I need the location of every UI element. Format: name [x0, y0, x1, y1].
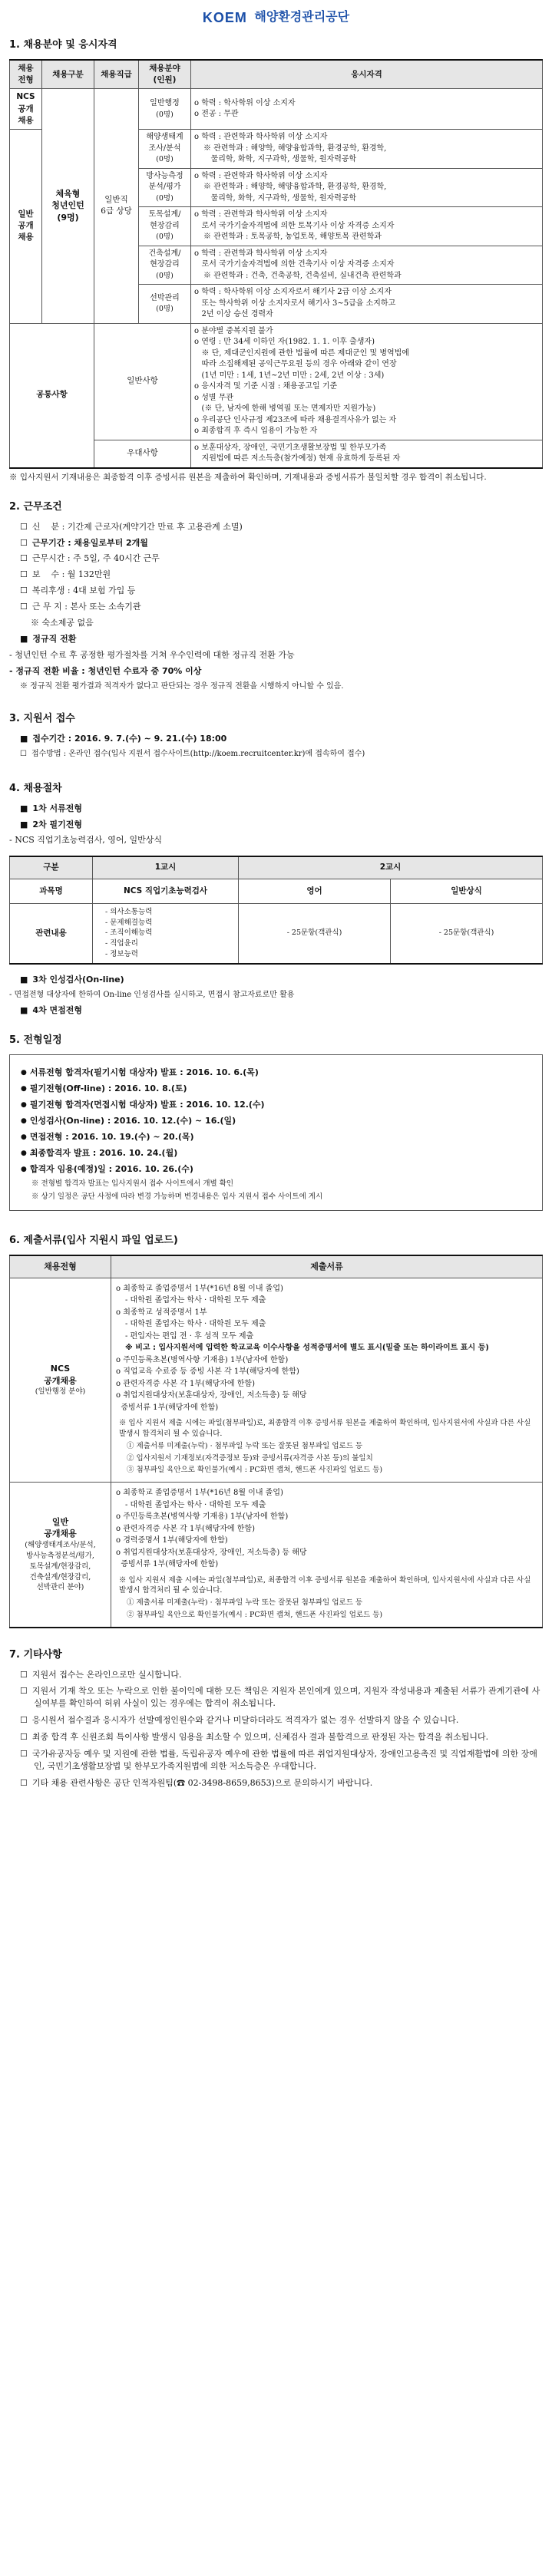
- section1-footnote: ※ 입사지원서 기재내용은 최종합격 이후 증빙서류 원본을 제출하여 확인하며, 기재내용과 증빙서류가 불일치할 경우 합격이 취소됩니다.: [9, 472, 487, 482]
- field-name: 건축설계/ 현장감리: [148, 249, 181, 269]
- type-ncs: NCS 공개 채용: [10, 89, 42, 130]
- field-cell: [139, 246, 191, 285]
- category-youth-intern: 체육형 청년인턴 (9명): [42, 89, 94, 323]
- step-document-screening: ■ 1차 서류전형: [20, 803, 543, 815]
- table-header-row: [10, 856, 543, 879]
- condition-pay: ☐ 보 수 : 월 132만원: [20, 569, 543, 581]
- req-line: o 분야별 중복지원 불가: [194, 326, 273, 335]
- condition-workplace: ☐ 근 무 지 : 본사 또는 소속기관: [20, 601, 543, 613]
- field-name: 일반행정: [150, 99, 180, 108]
- req-line: 물리학, 화학, 지구과학, 생물학, 원자력공학: [203, 193, 357, 203]
- documents-table: [9, 1255, 543, 1628]
- general-title: 일반 공개채용: [44, 1516, 77, 1539]
- schedule-box: [9, 1054, 543, 1211]
- section-title-schedule: 5. 전형일정: [9, 1034, 62, 1047]
- req-line: (1년 미만 : 1세, 1년~2년 미만 : 2세, 2년 이상 : 3세): [194, 371, 385, 380]
- field-cell: [139, 89, 191, 130]
- etc-list: [9, 1669, 543, 1790]
- doc-note: ① 제출서류 미제출(누락) · 첨부파일 누락 또는 잘못된 첨부파일 업로드 등: [127, 1598, 363, 1608]
- docs-ncs-category: [10, 1278, 111, 1482]
- conversion-note: ※ 정규직 전환 평가결과 적격자가 없다고 판단되는 경우 정규직 전환을 시행하지 아니할 수 있음.: [20, 681, 344, 691]
- conversion-ratio: - 정규직 전환 비율 : 청년인턴 수료자 중 70% 이상: [9, 666, 202, 677]
- exam-subject-english: 영어: [239, 879, 391, 903]
- col-category: 채용구분: [42, 60, 94, 89]
- req-line: 로서 국가기술자격법에 의한 토목기사 이상 자격증 소지자: [194, 221, 395, 230]
- docs-general-category: [10, 1483, 111, 1628]
- doc-note: ① 제출서류 미제출(누락) · 첨부파일 누락 또는 잘못된 첨부파일 업로드 등: [127, 1441, 363, 1450]
- table-header-row: [10, 1255, 543, 1278]
- requirements-cell: [191, 89, 543, 130]
- schedule-item: ● 합격자 임용(예정)일 : 2016. 10. 26.(수): [21, 1163, 531, 1176]
- col-grade: 채용직급: [94, 60, 139, 89]
- req-line: 지원법에 따른 저소득층(참가예정) 현재 유효하게 등록된 자: [194, 454, 401, 463]
- docs-col-type: 채용전형: [10, 1255, 111, 1278]
- doc-line: - 대학원 졸업자는 학사 · 대학원 모두 제출: [125, 1500, 266, 1509]
- req-line: o 학력 : 학사학위 이상 소지자로서 해기사 2급 이상 소지자: [194, 288, 392, 297]
- etc-item: ☐ 지원서 기재 착오 또는 누락으로 인한 불이익에 대한 모든 책임은 지원자 본인에게 있으며, 지원자 작성내용과 제출된 서류가 관계기관에 사실여부를 확인하여 허위 사실이 있는 경우에는 합격이 취소됩니다.: [20, 1685, 543, 1710]
- field-cell: [139, 207, 191, 246]
- header: [9, 5, 543, 35]
- table-header-row: [10, 60, 543, 89]
- section-title-recruitment-fields: 1. 채용분야 및 응시자격: [9, 39, 117, 51]
- doc-line: o 취업지원대상자(보훈대상자, 장애인, 저소득층) 등 해당: [116, 1391, 307, 1400]
- col-field: 채용분야 (인원): [139, 60, 191, 89]
- etc-item: ☐ 지원서 접수는 온라인으로만 실시합니다.: [20, 1669, 543, 1681]
- field-cell: [139, 130, 191, 169]
- req-line: o 응시자격 및 기준 시점 : 채용공고일 기준: [194, 382, 338, 391]
- conversion-desc: - 청년인턴 수료 후 공정한 평가절차를 거쳐 우수인력에 대한 정규직 전환 가능: [9, 650, 295, 661]
- housing-note: ※ 숙소제공 없음: [31, 618, 94, 628]
- exam-col-period1: 1교시: [93, 856, 239, 879]
- exam-general-detail: - 25문항(객관식): [391, 903, 543, 963]
- field-count: (0명): [156, 305, 174, 314]
- doc-note: ② 첨부파일 육안으로 확인불가(예시 : PC화면 캡쳐, 핸드폰 사진파일 업로드 등): [127, 1610, 383, 1619]
- doc-line: - 대학원 졸업자는 학사 · 대학원 모두 제출: [125, 1296, 266, 1305]
- doc-line: o 관련자격증 사본 각 1부(해당자에 한함): [116, 1524, 255, 1533]
- exam-ncs-items: [93, 903, 239, 963]
- step-personality-test: ■ 3차 인성검사(On-line): [20, 974, 543, 986]
- req-line: ※ 관련학과 : 건축, 건축공학, 건축설비, 실내건축 관련학과: [203, 271, 402, 280]
- doc-line: ※ 비고 : 입사지원서에 입력한 학교교육 이수사항을 성적증명서에 별도 표시(밑줄 또는 하이라이트 표시 등): [125, 1344, 489, 1353]
- doc-line: o 최종학교 졸업증명서 1부(*16년 8월 이내 졸업): [116, 1284, 283, 1293]
- etc-item: ☐ 응시원서 접수결과 응시자가 선발예정인원수와 같거나 미달하더라도 적격자가 없는 경우 선발하지 않을 수 있습니다.: [20, 1714, 543, 1727]
- exam-col-type: 구분: [10, 856, 93, 879]
- schedule-item: ● 필기전형 합격자(면접시험 대상자) 발표 : 2016. 10. 12.(수): [21, 1099, 531, 1111]
- conversion-title: ■ 정규직 전환: [20, 633, 543, 645]
- doc-line: 증빙서류 1부(해당자에 한함): [116, 1403, 219, 1412]
- req-line: o 학력 : 관련학과 학사학위 이상 소지자: [194, 249, 328, 258]
- doc-line: o 취업지원대상자(보훈대상자, 장애인, 저소득층) 등 해당: [116, 1548, 307, 1557]
- field-cell: [139, 285, 191, 324]
- application-info: [9, 733, 543, 760]
- field-name: 방사능측정 분석/평가: [146, 171, 183, 192]
- exam-english-detail: - 25문항(객관식): [239, 903, 391, 963]
- col-requirements: 응시자격: [191, 60, 543, 89]
- docs-general-list: [111, 1483, 543, 1628]
- requirements-cell: [191, 285, 543, 324]
- col-type: 채용 전형: [10, 60, 42, 89]
- req-line: (※ 단, 남자에 한해 병역필 또는 면제자만 지원가능): [194, 404, 376, 414]
- ncs-title: NCS 공개채용: [44, 1363, 77, 1386]
- field-name: 해양생태계 조사/분석: [146, 133, 183, 153]
- field-count: (0명): [156, 193, 174, 203]
- doc-note: ③ 첨부파일 육안으로 확인불가(예시 : PC화면 캡쳐, 핸드폰 사진파일 업로드 등): [127, 1466, 383, 1475]
- table-row: [10, 1483, 543, 1628]
- common-preference-label: 우대사항: [94, 440, 191, 468]
- schedule-item: ● 면접전형 : 2016. 10. 19.(수) ~ 20.(목): [21, 1131, 531, 1143]
- grade: 일반직 6급 상당: [94, 89, 139, 323]
- doc-line: 증빙서류 1부(해당자에 한함): [116, 1560, 219, 1569]
- req-line: o 학력 : 관련학과 학사학위 이상 소지자: [194, 133, 328, 142]
- docs-ncs-list: [111, 1278, 543, 1482]
- req-line: 2년 이상 승선 경력자: [194, 310, 273, 319]
- section-title-documents: 6. 제출서류(입사 지원시 파일 업로드): [9, 1234, 178, 1246]
- etc-item: ☐ 국가유공자등 예우 및 지원에 관한 법률, 독립유공자 예우에 관한 법률에 따른 취업지원대상자, 장애인고용촉진 및 직업재활법에 의한 장애인, 국민기초생활보장법 및 한부모가족지원법에 의한 저소득층은 우대합니다.: [20, 1748, 543, 1773]
- section-title-procedure: 4. 채용절차: [9, 782, 62, 794]
- step-interview: ■ 4차 면접전형: [20, 1004, 543, 1017]
- ncs-item: - 정보능력: [105, 949, 138, 958]
- table-row: [10, 89, 543, 130]
- table-row: [10, 323, 543, 440]
- procedure-steps-later: [9, 974, 543, 986]
- field-count: (0명): [156, 271, 174, 280]
- schedule-note: ※ 상기 일정은 공단 사정에 따라 변경 가능하며 변경내용은 입사 지원서 접수 사이트에 게시: [31, 1192, 323, 1202]
- table-row: [10, 903, 543, 963]
- working-conditions: [9, 521, 543, 646]
- schedule-item: ● 인성검사(On-line) : 2016. 10. 12.(수) ~ 16.(일): [21, 1115, 531, 1127]
- requirements-cell: [191, 130, 543, 169]
- schedule-item: ● 서류전형 합격자(필기시험 대상자) 발표 : 2016. 10. 6.(목): [21, 1067, 531, 1079]
- recruitment-fields-table: [9, 59, 543, 469]
- doc-line: o 관련자격증 사본 각 1부(해당자에 한함): [116, 1379, 255, 1388]
- schedule-item: ● 필기전형(Off-line) : 2016. 10. 8.(토): [21, 1083, 531, 1095]
- exam-subject-label: 과목명: [10, 879, 93, 903]
- req-line: o 우리공단 인사규정 제23조에 따라 채용결격사유가 없는 자: [194, 415, 397, 424]
- doc-line: o 주민등록초본(병역사항 기재용) 1부(남자에 한함): [116, 1355, 289, 1364]
- organization-name: 해양환경관리공단: [254, 11, 350, 25]
- koem-logo: KOEM: [202, 10, 247, 25]
- doc-line: - 대학원 졸업자는 학사 · 대학원 모두 제출: [125, 1320, 266, 1329]
- req-line: ※ 관련학과 : 해양학, 해양융합과학, 환경공학, 환경학,: [203, 183, 387, 192]
- req-line: 로서 국가기술자격법에 의한 건축기사 이상 자격증 소지자: [194, 260, 395, 269]
- doc-line: o 직업교육 수료증 등 증빙 사본 각 1부(해당자에 한함): [116, 1367, 299, 1377]
- field-count: (0명): [156, 110, 174, 119]
- req-line: o 연령 : 만 34세 이하인 자(1982. 1. 1. 이후 출생자): [194, 338, 375, 347]
- req-line: o 전공 : 무관: [194, 110, 239, 119]
- common-label: 공통사항: [10, 323, 94, 468]
- exam-range-label: 관련내용: [10, 903, 93, 963]
- req-line: 물리학, 화학, 지구과학, 생물학, 원자력공학: [203, 155, 357, 164]
- exam-table: [9, 856, 543, 964]
- field-cell: [139, 168, 191, 207]
- common-general-cell: [191, 323, 543, 440]
- etc-item: ☐ 기타 채용 관련사항은 공단 인적자원팀(☎ 02-3498-8659,8653)으로 문의하시기 바랍니다.: [20, 1777, 543, 1789]
- procedure-step-interview: [9, 1004, 543, 1017]
- condition-period: ☐ 근무기간 : 채용일로부터 2개월: [20, 537, 543, 549]
- ncs-item: - 의사소통능력: [105, 907, 153, 916]
- condition-hours: ☐ 근무시간 : 주 5일, 주 40시간 근무: [20, 552, 543, 565]
- req-line: ※ 관련학과 : 해양학, 해양융합과학, 환경공학, 환경학,: [203, 143, 387, 153]
- ncs-item: - 직업윤리: [105, 939, 138, 948]
- exam-col-period2: 2교시: [239, 856, 543, 879]
- table-row: [10, 879, 543, 903]
- req-line: o 학력 : 관련학과 학사학위 이상 소지자: [194, 171, 328, 180]
- condition-welfare: ☐ 복리후생 : 4대 보험 가입 등: [20, 585, 543, 597]
- req-line: o 최종합격 후 즉시 입용이 가능한 자: [194, 427, 318, 436]
- req-line: 또는 학사학위 이상 소지자로서 해기사 3~5급을 소지하고: [194, 298, 396, 308]
- ncs-item: - 문제해결능력: [105, 918, 153, 927]
- req-line: o 학력 : 관련학과 학사학위 이상 소지자: [194, 210, 328, 219]
- req-line: o 학력 : 학사학위 이상 소지자: [194, 98, 296, 107]
- requirements-cell: [191, 207, 543, 246]
- field-name: 선박관리: [150, 293, 180, 302]
- doc-line: o 최종학교 졸업증명서 1부(*16년 8월 이내 졸업): [116, 1489, 283, 1498]
- etc-item: ☐ 최종 합격 후 신원조회 특이사항 발생시 임용을 최소할 수 있으며, 신체검사 결과 불합격으로 판정된 자는 합격을 취소됩니다.: [20, 1731, 543, 1743]
- docs-col-docs: 제출서류: [111, 1255, 543, 1278]
- doc-note: ※ 입사 지원서 제출 시에는 파일(첨부파일)로, 최종합격 이후 증빙서류 원본을 제출하여 확인하며, 입사지원서에 사실과 다른 사실 발생시 합격처리 될 수 있습니다.: [119, 1419, 531, 1439]
- type-general: 일반 공개 채용: [10, 130, 42, 324]
- table-row: [10, 1278, 543, 1482]
- requirements-cell: [191, 246, 543, 285]
- doc-note: ② 입사지원서 기재정보(자격증정보 등)와 증빙서류(자격증 사본 등)의 불일치: [127, 1453, 373, 1463]
- schedule-item: ● 최종합격자 발표 : 2016. 10. 24.(월): [21, 1147, 531, 1159]
- common-preference-cell: [191, 440, 543, 468]
- exam-subject-general: 일반상식: [391, 879, 543, 903]
- common-general-label: 일반사항: [94, 323, 191, 440]
- written-exam-desc: - NCS 직업기초능력검사, 영어, 일반상식: [9, 835, 163, 846]
- procedure-steps: [9, 803, 543, 831]
- condition-status: ☐ 신 분 : 기간제 근로자(계약기간 만료 후 고용관계 소멸): [20, 521, 543, 533]
- section-title-working-conditions: 2. 근무조건: [9, 500, 62, 513]
- req-line: ※ 관련학과 : 토목공학, 농업토목, 해양토목 관련학과: [203, 233, 382, 242]
- field-count: (0명): [156, 155, 174, 164]
- req-line: o 보훈대상자, 장애인, 국민기초생활보장법 및 한부모가족: [194, 443, 387, 452]
- requirements-cell: [191, 168, 543, 207]
- exam-subject-ncs: NCS 직업기초능력검사: [93, 879, 239, 903]
- doc-line: - 편입자는 편입 전 · 후 성적 모두 제출: [125, 1331, 254, 1341]
- req-line: ※ 단, 제대군인지원에 관한 법률에 따른 제대군인 및 병역법에: [194, 348, 409, 358]
- schedule-note: ※ 전형별 합격자 발표는 입사지원서 접수 사이트에서 개별 확인: [31, 1179, 234, 1189]
- application-method: ☐ 접수방법 : 온라인 접수(입사 지원서 접수사이트(http://koem.recruitcenter.kr)에 접속하여 접수): [20, 749, 543, 760]
- ncs-subtitle: (일반행정 분야): [35, 1387, 86, 1397]
- doc-line: o 최종학교 성적증명서 1부: [116, 1308, 207, 1317]
- application-period: ■ 접수기간 : 2016. 9. 7.(수) ~ 9. 21.(수) 18:00: [20, 733, 543, 745]
- doc-note: ※ 입사 지원서 제출 시에는 파일(첨부파일)로, 최종합격 이후 증빙서류 원본을 제출하여 확인하며, 입사지원서에 사실과 다른 사실 발생시 합격처리 될 수 있습니다.: [119, 1575, 531, 1595]
- req-line: o 성별 무관: [194, 393, 234, 402]
- doc-line: o 주민등록초본(병역사항 기재용) 1부(남자에 한함): [116, 1512, 289, 1522]
- step-written-exam: ■ 2차 필기전형: [20, 819, 543, 831]
- doc-line: o 경력증명서 1부(해당자에 한함): [116, 1536, 228, 1545]
- section-title-application: 3. 지원서 접수: [9, 713, 75, 725]
- ncs-item: - 조직이해능력: [105, 928, 153, 938]
- personality-test-desc: - 면접전형 대상자에 한하여 On-line 인성검사를 실시하고, 면접시 참고자료로만 활용: [9, 990, 295, 999]
- section-title-etc: 7. 기타사항: [9, 1648, 62, 1661]
- req-line: 따라 소집해제된 공익근무요원 등의 경우 아래와 같이 연장: [194, 360, 397, 369]
- field-count: (0명): [156, 233, 174, 242]
- field-name: 토목설계/ 현장감리: [148, 210, 181, 230]
- general-subtitle: (해양생태계조사/분석, 방사능측정분석/평가, 토목설계/현장감리, 건축설계/현장감리, 선박관리 분야): [25, 1541, 96, 1592]
